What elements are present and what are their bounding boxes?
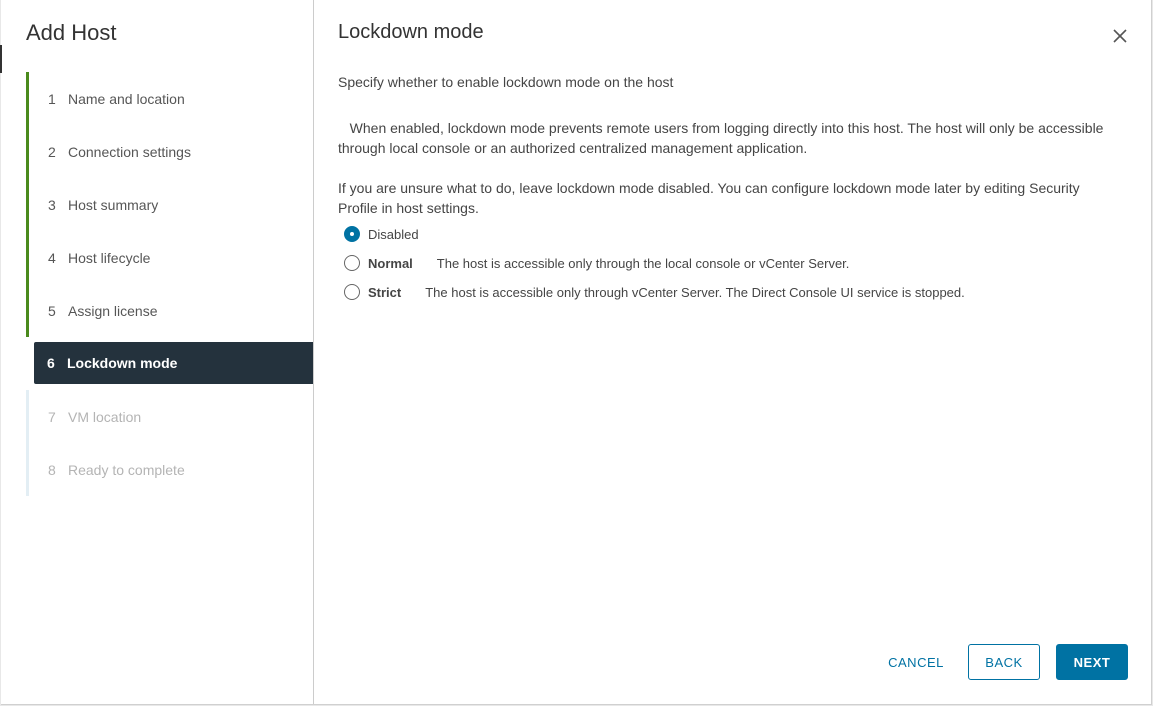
radio-normal[interactable]	[344, 255, 360, 271]
option-description: The host is accessible only through vCenter Server. The Direct Console UI service is stopped.	[425, 284, 965, 300]
step-label: Assign license	[68, 302, 158, 319]
step-connection-settings[interactable]	[26, 125, 313, 178]
step-number: 8	[48, 461, 56, 478]
step-label: Host lifecycle	[68, 249, 151, 266]
step-label: VM location	[68, 408, 142, 425]
next-button[interactable]: NEXT	[1056, 644, 1128, 680]
step-number: 7	[48, 408, 56, 425]
option-label: Normal	[368, 255, 413, 271]
step-name-and-location[interactable]	[26, 72, 313, 125]
add-host-dialog	[1, 0, 1152, 705]
description-content: When enabled, lockdown mode prevents remote users from logging directly into this host. The host will only be accessible through local console or an authorized centralized management application.	[338, 120, 1104, 156]
wizard-content	[314, 0, 1151, 704]
step-label: Host summary	[68, 196, 159, 213]
step-number: 6	[47, 355, 55, 371]
step-label: Name and location	[68, 90, 185, 107]
step-vm-location	[26, 390, 313, 443]
description-text	[338, 118, 1108, 158]
wizard-title: Add Host	[26, 20, 117, 45]
radio-disabled[interactable]	[344, 226, 360, 242]
close-button[interactable]	[1111, 27, 1129, 45]
background-edge	[0, 45, 2, 73]
step-label: Lockdown mode	[67, 355, 178, 371]
intro-text: Specify whether to enable lockdown mode on the host	[338, 74, 674, 90]
step-assign-license[interactable]	[26, 284, 313, 337]
step-number: 4	[48, 249, 56, 266]
step-host-lifecycle[interactable]	[26, 231, 313, 284]
step-number: 3	[48, 196, 56, 213]
wizard-sidebar	[1, 0, 314, 704]
cancel-button[interactable]: CANCEL	[888, 654, 944, 670]
option-disabled[interactable]	[344, 226, 419, 242]
option-strict[interactable]	[344, 284, 965, 300]
step-number: 2	[48, 143, 56, 160]
step-number: 1	[48, 90, 56, 107]
step-host-summary[interactable]	[26, 178, 313, 231]
close-icon	[1111, 27, 1129, 45]
wizard-steps	[26, 72, 313, 496]
option-label: Disabled	[368, 226, 419, 242]
step-ready-to-complete	[26, 443, 313, 496]
radio-strict[interactable]	[344, 284, 360, 300]
advice-text: If you are unsure what to do, leave lockdown mode disabled. You can configure lockdown mode later by editing Security Profile in host settings.	[338, 180, 1080, 216]
step-label: Connection settings	[68, 143, 191, 160]
option-description: The host is accessible only through the local console or vCenter Server.	[436, 255, 850, 271]
step-label: Ready to complete	[68, 461, 185, 478]
step-number: 5	[48, 302, 56, 319]
option-label: Strict	[368, 284, 402, 300]
step-lockdown-mode[interactable]	[34, 342, 313, 384]
option-normal[interactable]	[344, 255, 849, 271]
page-title: Lockdown mode	[338, 21, 484, 43]
back-button[interactable]: BACK	[968, 644, 1040, 680]
